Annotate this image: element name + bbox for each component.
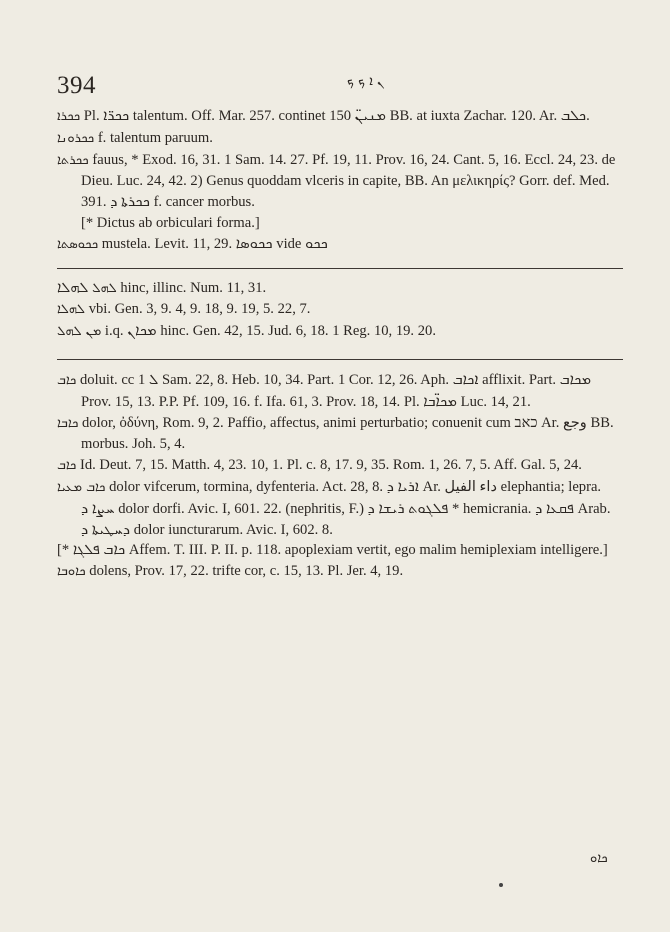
dictionary-entry <box>57 370 623 413</box>
entry-block-dolor <box>57 370 623 583</box>
section-divider <box>57 359 623 360</box>
entry-headword: ܟܟܪܬܐ <box>57 152 89 168</box>
entry-text: Pl. ܟܟܪ̈ܐ talentum. Off. Mar. 257. continet 150 ܡܢܝܢ̈ BB. at iuxta Zachar. 120. Ar. ܟܠܒ. <box>80 108 590 124</box>
dictionary-entry <box>57 455 623 477</box>
dictionary-entry <box>57 413 623 456</box>
running-head: ܢ ܐ ܟ ܟ <box>347 74 385 89</box>
entry-text: fauus, * Exod. 16, 31. 1 Sam. 14. 27. Pf. 19, 11. Prov. 16, 24. Cant. 5, 16. Eccl. 24, 23. de Dieu. Luc. 24, 42. 2) Genus quoddam vlceris in capite, BB. An μελικηρίς? Gorr. def. Med. 391. ܟܟܪܬܐ ܕ f. cancer morbus. <box>81 151 616 211</box>
dictionary-entry <box>57 213 623 234</box>
dictionary-entry <box>57 540 623 561</box>
dictionary-entry <box>57 477 623 540</box>
entry-text: dolens, Prov. 17, 22. trifte cor, c. 15, 13. Pl. Jer. 4, 19. <box>85 563 404 580</box>
dictionary-entry <box>57 150 623 213</box>
dictionary-entry <box>57 106 623 128</box>
entry-text: doluit. cc ܠ 1 Sam. 22, 8. Heb. 10, 34. Part. 1 Cor. 12, 26. Aph. ܐܟܐܒ afflixit. Part. ܡܟܐܒ Prov. 15, 13. P.P. Pf. 109, 16. f. Ifa. 61, 3. Prov. 18, 14. Pl. ܡܟܐ̈ܒܐ Luc. 14, 21. <box>76 371 592 410</box>
entry-block-hinc <box>57 278 623 343</box>
entry-headword: ܟܐܒ ܡܥܝܐ <box>57 479 106 495</box>
entry-text: Id. Deut. 7, 15. Matth. 4, 23. 10, 1. Pl. c. 8, 17. 9, 35. Rom. 1, 26. 7, 5. Aff. Gal. 5, 24. <box>76 457 582 474</box>
entry-text: vbi. Gen. 3, 9. 4, 9. 18, 9. 19, 5. 22, 7. <box>85 301 311 318</box>
entry-headword: ܟܐܘܒܐ <box>57 564 86 580</box>
section-divider <box>57 268 623 269</box>
dictionary-body <box>57 106 623 583</box>
entry-headword: ܠܗܠ <box>92 280 117 296</box>
dictionary-entry <box>57 128 623 150</box>
entry-headword: ܠܗܠܐ <box>57 302 86 318</box>
entry-text: dolor vifcerum, tormina, dyfenteria. Act. 28, 8. ܐܪܝܐ ܕ Ar. داء الفيل elephantia; lepra. ܚܨܐ ܕ dolor dorfi. Avic. I, 601. 22. (nephritis, F.) ܦܠܓܘܬ ܪܝܫܐ ܕ * hemicrania. ܦܩܥܐ ܕ Arab. ܕܚܛܝܬܐ ܕ dolor iuncturarum. Avic. I, 602. 8. <box>81 478 611 538</box>
entry-headword: ܟܟܪܘܢܐ <box>57 130 95 146</box>
entry-text: [* Dictus ab orbiculari forma.] <box>81 214 260 231</box>
entry-text: i.q. ܡܟܐܢ hinc. Gen. 42, 15. Jud. 6, 18. 1 Reg. 10, 19. 20. <box>101 323 436 340</box>
dictionary-entry <box>57 561 623 583</box>
entry-block-talentum <box>57 106 623 256</box>
dictionary-entry <box>57 234 623 256</box>
page-header <box>57 72 617 102</box>
dictionary-entry <box>57 299 623 321</box>
dictionary-entry <box>57 278 623 300</box>
entry-text: f. talentum paruum. <box>94 129 213 146</box>
entry-headword: ܟܐܒ <box>57 458 77 474</box>
entry-text: ܠܗܠܐ hinc, illinc. Num. 11, 31. <box>57 279 267 296</box>
entry-text: mustela. Levit. 11, 29. ܟܟܘܣܐ vide ܟܟܘ <box>98 235 328 252</box>
entry-headword: ܟܐܒܐ <box>57 415 79 431</box>
entry-headword: ܟܐܒ <box>57 372 77 388</box>
entry-headword: ܟܟܘܣܬܐ <box>57 236 99 252</box>
catchword: ܟܐܘ <box>590 851 608 866</box>
entry-headword: ܟܟܪܐ <box>57 109 81 124</box>
ink-speck <box>499 883 503 887</box>
entry-text: [* ܟܐܒ ܦܠܓܐ Affem. T. III. P. II. p. 118. apoplexiam vertit, ego malim hemiplexiam intelligere.] <box>57 542 608 559</box>
entry-text: dolor, ὀδύνη, Rom. 9, 2. Paffio, affectus, animi perturbatio; conuenit cum כאב Ar. وجع BB. morbus. Joh. 5, 4. <box>78 414 614 453</box>
page-number: 394 <box>57 72 96 99</box>
dictionary-entry <box>57 321 623 343</box>
entry-headword: ܡܢ ܠܗܠ <box>57 324 102 340</box>
